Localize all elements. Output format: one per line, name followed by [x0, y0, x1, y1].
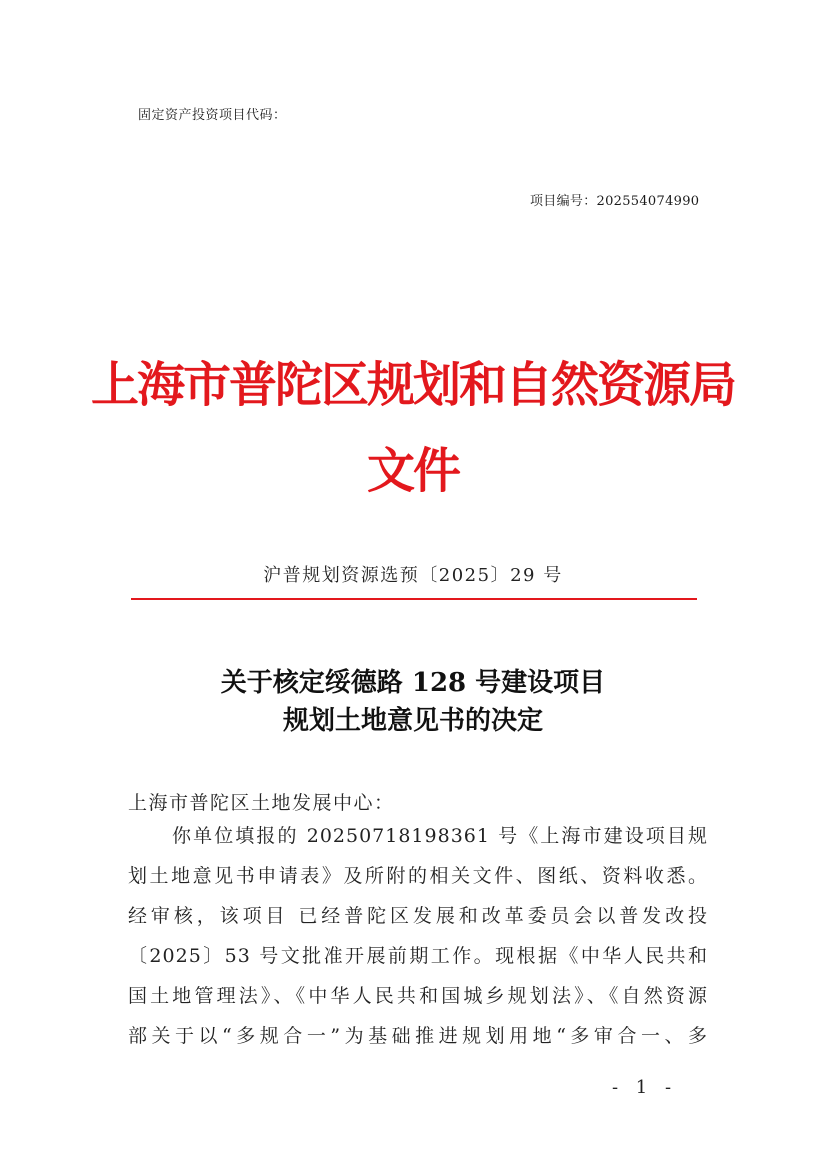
body-line: 部关于以“多规合一”为基础推进规划用地“多审合一、多	[128, 1025, 708, 1047]
red-divider	[131, 598, 697, 600]
project-number: 项目编号：202554074990	[530, 194, 700, 209]
body-line: 经审核，该项目 已经普陀区发展和改革委员会以普发改投	[128, 905, 708, 927]
body-text	[128, 816, 708, 1056]
document-title	[0, 664, 826, 740]
fixed-asset-code-label: 固定资产投资项目代码：	[138, 108, 287, 123]
page-number: - 1 -	[612, 1077, 678, 1098]
issuer-name: 上海市普陀区规划和自然资源局	[90, 357, 735, 413]
body-line: 国土地管理法》、《中华人民共和国城乡规划法》、《自然资源	[128, 985, 708, 1007]
body-line: 划土地意见书申请表》及所附的相关文件、图纸、资料收悉。	[128, 865, 708, 887]
title-line-1: 关于核定绥德路 128 号建设项目	[220, 668, 606, 698]
body-line: 〔2025〕53 号文批准开展前期工作。现根据《中华人民共和	[128, 945, 708, 967]
recipient: 上海市普陀区土地发展中心：	[128, 792, 395, 814]
issuer-suffix: 文件	[366, 443, 459, 499]
document-number: 沪普规划资源选预〔2025〕29 号	[263, 565, 563, 586]
body-line: 你单位填报的 20250718198361 号《上海市建设项目规	[172, 825, 708, 847]
title-line-2: 规划土地意见书的决定	[282, 706, 543, 736]
